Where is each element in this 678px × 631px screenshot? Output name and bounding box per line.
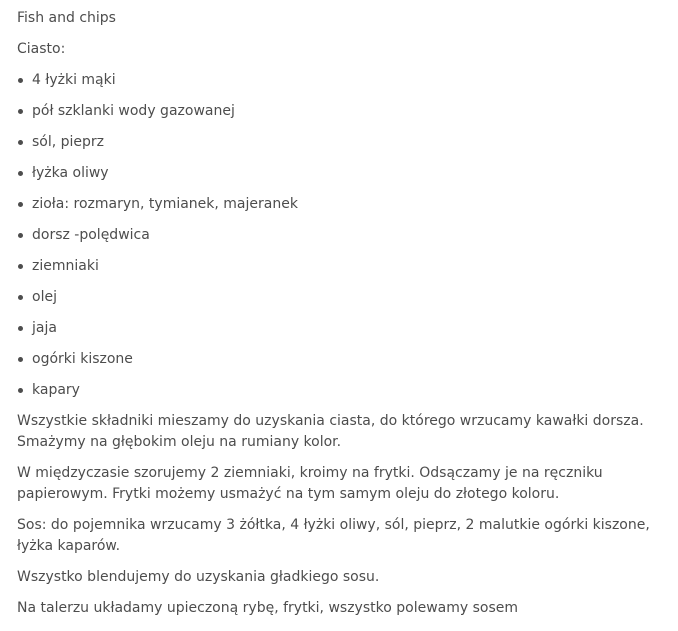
- ingredient-label: kapary: [32, 382, 80, 398]
- step-paragraph: Wszystkie składniki mieszamy do uzyskania ciasta, do którego wrzucamy kawałki dorsza. Smażymy na głębokim oleju na rumiany kolor.: [17, 413, 644, 450]
- bullet-icon: [18, 357, 23, 362]
- bullet-icon: [18, 78, 23, 83]
- list-item: [32, 225, 666, 246]
- bullet-icon: [18, 233, 23, 238]
- step-paragraph: Wszystko blendujemy do uzyskania gładkiego sosu.: [17, 569, 380, 585]
- step-paragraph: Na talerzu układamy upieczoną rybę, frytki, wszystko polewamy sosem: [17, 600, 518, 616]
- ingredient-label: dorsz -polędwica: [32, 227, 150, 243]
- bullet-icon: [18, 202, 23, 207]
- ingredient-label: jaja: [32, 320, 57, 336]
- ingredient-label: 4 łyżki mąki: [32, 72, 116, 88]
- step-paragraph: W międzyczasie szorujemy 2 ziemniaki, kroimy na frytki. Odsączamy je na ręczniku papierowym. Frytki możemy usmażyć na tym samym oleju do złotego koloru.: [17, 465, 603, 502]
- ingredient-label: ziemniaki: [32, 258, 99, 274]
- bullet-icon: [18, 388, 23, 393]
- list-item: [32, 101, 666, 122]
- bullet-icon: [18, 295, 23, 300]
- list-item: [32, 70, 666, 91]
- bullet-icon: [18, 140, 23, 145]
- ingredient-label: sól, pieprz: [32, 134, 105, 150]
- list-item: [32, 132, 666, 153]
- step-paragraph: Sos: do pojemnika wrzucamy 3 żółtka, 4 łyżki oliwy, sól, pieprz, 2 malutkie ogórki kiszone, łyżka kaparów.: [17, 517, 650, 554]
- list-item: [32, 194, 666, 215]
- bullet-icon: [18, 264, 23, 269]
- ingredient-list: [17, 70, 666, 401]
- ingredient-label: olej: [32, 289, 57, 305]
- ingredient-label: zioła: rozmaryn, tymianek, majeranek: [32, 196, 298, 212]
- dough-heading: Ciasto:: [17, 41, 66, 57]
- recipe-title: Fish and chips: [17, 10, 116, 26]
- list-item: [32, 163, 666, 184]
- ingredient-label: łyżka oliwy: [32, 165, 109, 181]
- bullet-icon: [18, 326, 23, 331]
- ingredient-label: pół szklanki wody gazowanej: [32, 103, 235, 119]
- list-item: [32, 349, 666, 370]
- list-item: [32, 287, 666, 308]
- ingredient-label: ogórki kiszone: [32, 351, 133, 367]
- list-item: [32, 380, 666, 401]
- bullet-icon: [18, 109, 23, 114]
- list-item: [32, 256, 666, 277]
- list-item: [32, 318, 666, 339]
- bullet-icon: [18, 171, 23, 176]
